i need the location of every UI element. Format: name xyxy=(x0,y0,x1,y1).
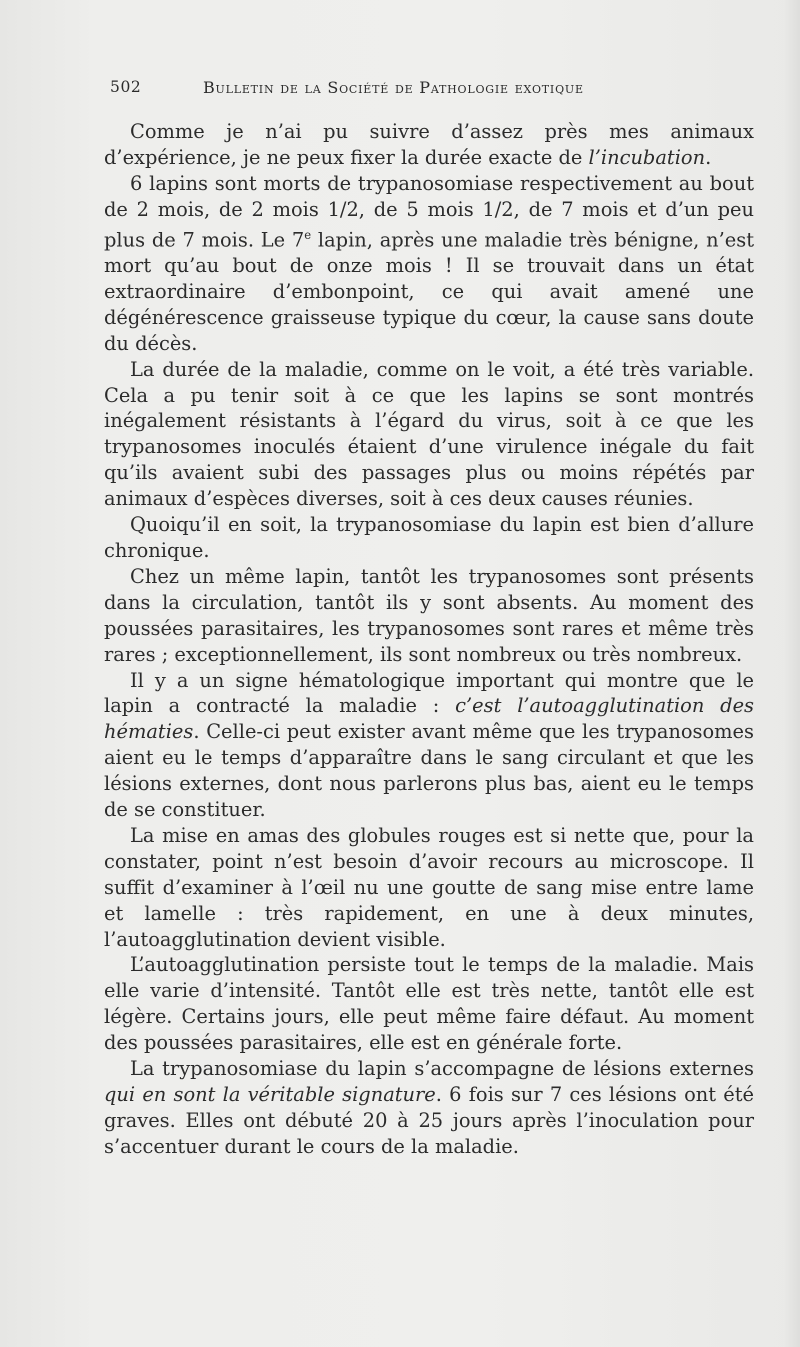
italic-text: l’incubation xyxy=(588,145,706,169)
italic-text: c’est l’autoagglutination des hématies xyxy=(104,694,754,744)
paragraph xyxy=(104,119,754,171)
text-run: 6 lapins sont morts de trypanosomiase respectivement au bout de 2 mois, de 2 mois 1/2, de 5 mois 1/2, de 7 mois et d’un peu plus de 7 mois. Le 7 xyxy=(104,171,754,252)
paragraph xyxy=(104,668,754,823)
running-head xyxy=(110,78,690,104)
text-run: L’autoagglutination persiste tout le temps de la maladie. Mais elle varie d’intensité. Tantôt elle est très nette, tantôt elle est légère. Certains jours, elle peut même faire défaut. Au moment des poussées parasitaires, elle est en générale forte. xyxy=(104,953,754,1055)
paragraph xyxy=(104,171,754,357)
text-run: Quoiqu’il en soit, la trypanosomiase du lapin est bien d’allure chronique. xyxy=(104,513,754,562)
text-run: La mise en amas des globules rouges est si nette que, pour la constater, point n’est besoin d’avoir recours au microscope. Il suffit d’examiner à l’œil nu une goutte de sang mise entre lame et lamelle : très rapidement, en une à deux minutes, l’autoagglutination devient visible. xyxy=(104,823,754,951)
paragraph xyxy=(104,512,754,564)
superscript-text: e xyxy=(304,227,312,242)
text-run: Comme je n’ai pu suivre d’assez près mes animaux d’expérience, je ne peux fixer la durée exacte de xyxy=(104,120,754,169)
article-body xyxy=(104,119,754,1160)
paragraph xyxy=(104,564,754,668)
italic-text: qui en sont la véritable signature xyxy=(104,1083,436,1106)
text-run: La trypanosomiase du lapin s’accompagne de lésions externes xyxy=(130,1057,754,1081)
paragraph xyxy=(104,952,754,1056)
paragraph xyxy=(104,357,754,512)
text-run: Chez un même lapin, tantôt les trypanosomes sont présents dans la circulation, tantôt ils y sont absents. Au moment des poussées parasitaires, les trypanosomes sont rares et même très rares ; exceptionnellement, ils sont nombreux ou très nombreux. xyxy=(104,564,754,666)
text-run: . xyxy=(705,145,712,169)
text-run: Il y a un signe hématologique important qui montre que le lapin a contracté la maladie : xyxy=(104,668,754,718)
text-run: lapin, après une maladie très bénigne, n’est mort qu’au bout de onze mois ! Il se trouvait dans un état extraordinaire d’embonpoint, ce qui avait amené une dégénérescence graisseuse typique du cœur, la cause sans doute du décès. xyxy=(104,228,754,355)
text-run: La durée de la maladie, comme on le voit, a été très variable. Cela a pu tenir soit à ce que les lapins se sont montrés inégalement résistants à l’égard du virus, soit à ce que les trypanosomes inoculés étaient d’une virulence inégale du fait qu’ils avaient subi des passages plus ou moins répétés par animaux d’espèces diverses, soit à ces deux causes réunies. xyxy=(104,357,754,511)
paragraph xyxy=(104,823,754,953)
text-run: . Celle-ci peut exister avant même que les trypanosomes aient eu le temps d’apparaître dans le sang circulant et que les lésions externes, dont nous parlerons plus bas, aient eu le temps de se constituer. xyxy=(104,720,754,822)
text-run: . 6 fois sur 7 ces lésions ont été graves. Elles ont débuté 20 à 25 jours après l’inoculation pour s’accentuer durant le cours de la maladie. xyxy=(104,1083,754,1158)
paragraph xyxy=(104,1056,754,1160)
page-number: 502 xyxy=(110,78,142,96)
page-edge-shadow xyxy=(784,0,800,1347)
journal-title: Bulletin de la Société de Pathologie exotique xyxy=(203,78,584,97)
